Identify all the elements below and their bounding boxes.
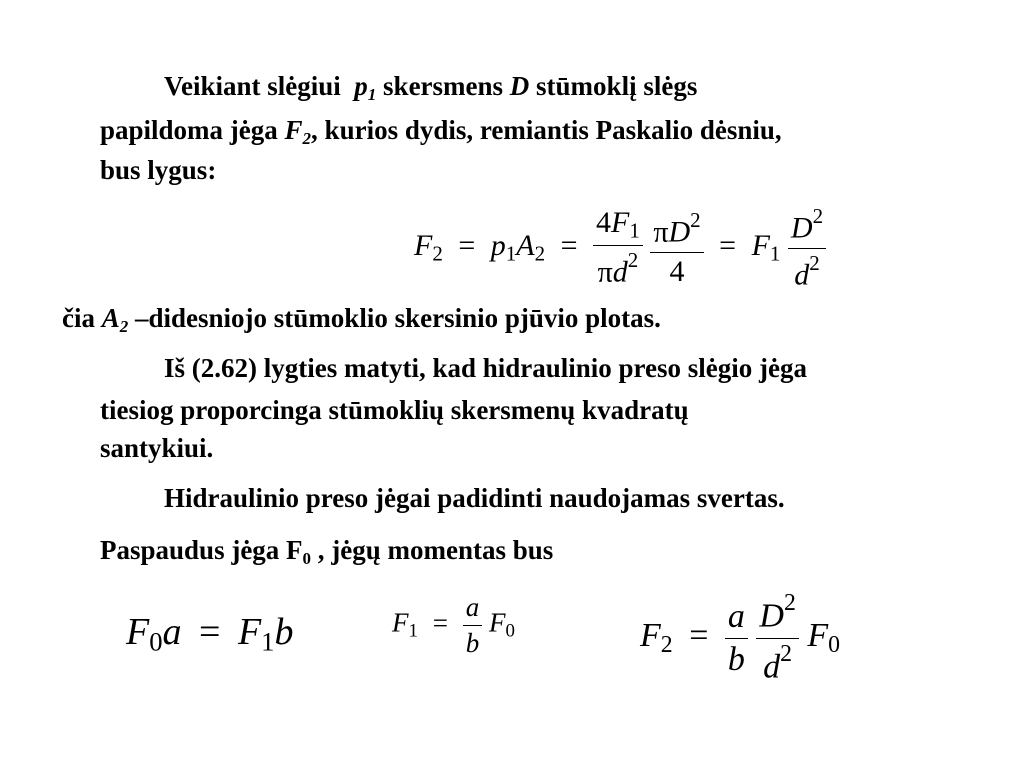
equation-f1: F1 = $\frac{a}{b}$ F0 — [392, 592, 515, 658]
paragraph-lever: Hidraulinio preso jėgai padidinti naudojamas svertas. — [164, 483, 785, 513]
text-cia: čia — [62, 303, 95, 333]
fraction-D2-d2: $\frac{D^2}{d^2}$ — [788, 204, 826, 292]
equation-force-f2: F2 = p1A2 = $\frac{4F1}{\pi d^2}$ $\frac{\pi D^2}{4}$ = F1 $\frac{D^2}{d^2}$ — [414, 204, 826, 292]
fraction-a-b-final: $\frac{a}{b}$ — [725, 598, 748, 679]
fraction-4F1-pi-d2: $\frac{4F1}{\pi d^2}$ — [593, 206, 643, 290]
paragraph-intro — [164, 68, 697, 104]
equation-moment: F0a = F1b — [126, 611, 294, 657]
definition-A2 — [62, 300, 661, 336]
var-D: D — [509, 71, 530, 101]
text-paspaudus: Paspaudus jėga F — [100, 535, 303, 565]
paragraph-conclusion-line2: tiesiog proporcinga stūmoklių skersmenų kvadratų — [100, 395, 689, 425]
paragraph-moment — [100, 532, 553, 568]
fraction-pi-D2-4: $\frac{\pi D^2}{4}$ — [650, 208, 703, 289]
var-A2: $A_2$ — [101, 303, 129, 336]
text-stumokli: stūmoklį slėgs — [536, 71, 698, 101]
text-papildoma: papildoma jėga — [100, 115, 278, 145]
text-skersmens: skersmens — [383, 71, 504, 101]
text-veikiant: Veikiant slėgiui — [164, 71, 341, 101]
var-p1: $p_1$ — [354, 71, 377, 104]
fraction-D2-d2-final: $\frac{D^2}{d^2}$ — [756, 590, 798, 686]
sub-0: 0 — [302, 549, 312, 568]
text-kurios: , kurios dydis, remiantis Paskalio dėsniu, — [311, 115, 782, 145]
paragraph-conclusion-line3: santykiui. — [100, 433, 214, 463]
equation-f2-final: F2 = $\frac{a}{b}$ $\frac{D^2}{d^2}$ F0 — [640, 590, 841, 686]
paragraph-conclusion-line1: Iš (2.62) lygties matyti, kad hidraulinio preso slėgio jėga — [164, 353, 808, 383]
fraction-a-b: $\frac{a}{b}$ — [463, 592, 483, 659]
text-momentas: , jėgų momentas bus — [311, 535, 554, 565]
text-definition: didesniojo stūmoklio skersinio pjūvio plotas. — [148, 303, 661, 333]
paragraph-intro-line3: bus lygus: — [100, 155, 217, 185]
var-F2: $F_2$ — [284, 115, 312, 148]
paragraph-intro-line2 — [100, 112, 782, 148]
dash: – — [135, 303, 149, 333]
